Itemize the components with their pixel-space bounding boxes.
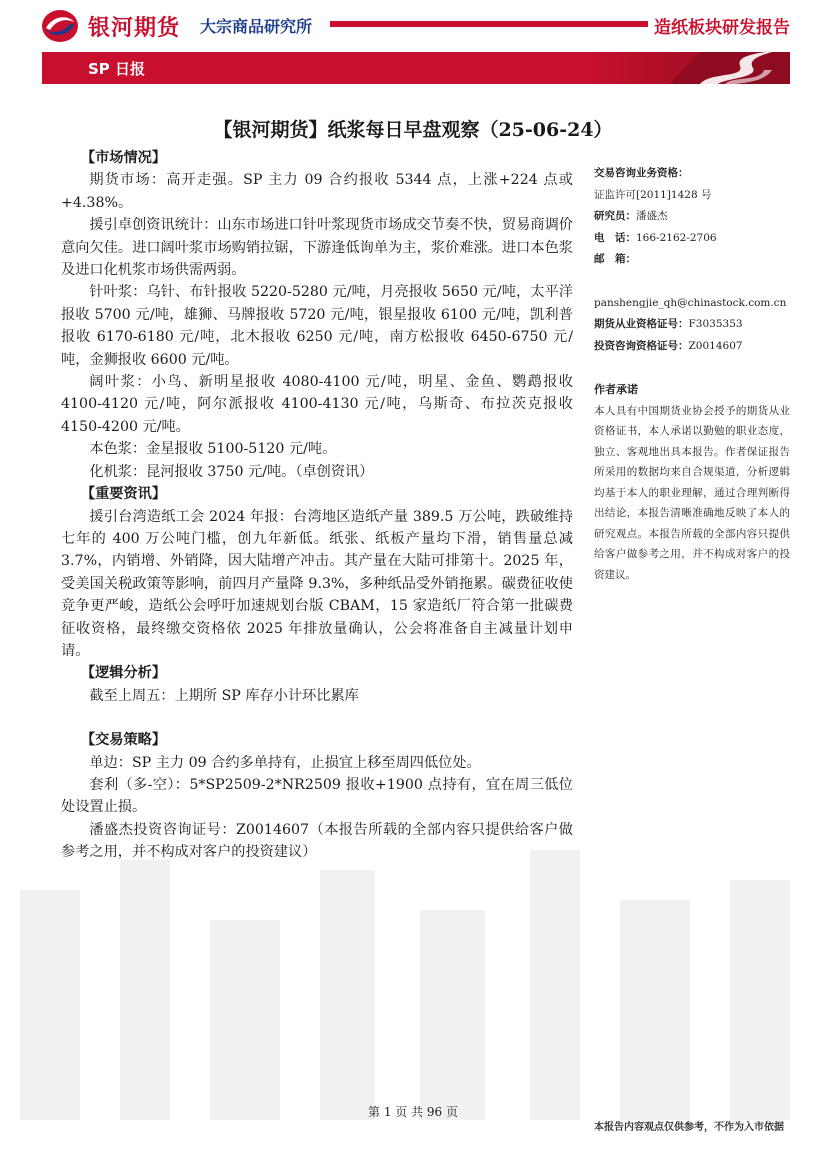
paragraph: 期货市场：高开走强。SP 主力 09 合约报收 5344 点，上涨+224 点或+4.38%。 xyxy=(61,172,573,211)
paragraph: 截至上周五：上期所 SP 库存小计环比累库 xyxy=(89,687,359,704)
band-swoosh-icon xyxy=(550,52,790,84)
main-content xyxy=(61,147,573,864)
paragraph: 本色浆：金星报收 5100-5120 元/吨。 xyxy=(89,441,337,458)
section-heading-logic: 【逻辑分析】 xyxy=(80,665,167,682)
watermark-graphic xyxy=(0,850,826,1120)
email-address[interactable]: panshengjie_qh@chinastock.com.cn xyxy=(594,296,787,309)
pledge-text: 本人具有中国期货业协会授予的期货从业资格证书，本人承诺以勤勉的职业态度，独立、客观地出具本报告。作者保证报告所采用的数据均来自合规渠道，分析逻辑均基于本人的职业理解，通过合理判断得出结论，本报告清晰准确地反映了本人的研究观点。本报告所载的全部内容只提供给客户做参考之用，并不构成对客户的投资建议。 xyxy=(594,404,790,581)
invest-cert-value: Z0014607 xyxy=(688,339,743,352)
spacer xyxy=(594,271,790,293)
paragraph: 针叶浆：乌针、布针报收 5220-5280 元/吨，月亮报收 5650 元/吨，太平洋报收 5700 元/吨，雄狮、马牌报收 5720 元/吨，银星报收 6100 元/吨，凯利普报收 6170-6180 元/吨，北木报收 6250 元/吨，南方松报收 6450-6750 元/吨，金狮报收 6600 元/吨。 xyxy=(61,284,573,368)
section-heading-strategy: 【交易策略】 xyxy=(80,732,167,749)
analyst-label: 研究员： xyxy=(594,210,636,222)
report-band xyxy=(42,52,790,84)
invest-cert-label: 投资咨询资格证号： xyxy=(594,339,689,352)
phone-label: 电 话： xyxy=(594,231,636,244)
phone-number: 166-2162-2706 xyxy=(636,231,717,244)
paragraph: 单边：SP 主力 09 合约多单持有，止损宜上移至周四低位处。 xyxy=(89,754,481,771)
qualification-value: 证监许可[2011]1428 号 xyxy=(594,188,712,201)
pledge-title: 作者承诺 xyxy=(594,383,638,396)
brand-name: 银河期货 xyxy=(88,16,181,41)
futures-cert-value: F3035353 xyxy=(688,318,743,330)
paragraph: 套利（多-空）：5*SP2509-2*NR2509 报收+1900 点持有，宜在周三低位处设置止损。 xyxy=(61,776,573,816)
analyst-name: 潘盛杰 xyxy=(636,210,668,222)
qualification-label: 交易咨询业务资格： xyxy=(594,167,689,179)
band-label: SP 日报 xyxy=(88,60,146,78)
futures-cert-label: 期货从业资格证号： xyxy=(594,318,689,330)
disclaimer-note: 本报告内容观点仅供参考，不作为入市依据 xyxy=(594,1122,784,1133)
spacer xyxy=(61,707,573,729)
galaxy-logo-icon xyxy=(40,8,80,44)
report-name: 造纸板块研发报告 xyxy=(654,18,790,38)
section-heading-market: 【市场情况】 xyxy=(80,150,167,166)
paragraph: 化机浆：昆河报收 3750 元/吨。（卓创资讯） xyxy=(89,463,374,480)
page-number: 第 1 页 共 96 页 xyxy=(368,1105,458,1119)
paragraph: 援引台湾造纸工会 2024 年报：台湾地区造纸产量 389.5 万公吨，跌破维持七年的 400 万公吨门槛，创九年新低。纸张、纸板产量均下滑，销售量总减 3.7%，内销增、外销降，因大陆增产冲击。其产量在大陆可排第十。2025 年，受美国关税政策等影响，前四月产量降 9.3%，多种纸品受外销拖累。碳费征收使竞争更严峻，造纸公会呼吁加速规划台版 CBAM，15 家造纸厂符合第一批碳费征收资格，最终缴交资格依 2025 年排放量确认，公会将准备自主减量计划申请。 xyxy=(61,508,573,659)
paragraph: 阔叶浆：小鸟、新明星报收 4080-4100 元/吨，明星、金鱼、鹦鹉报收 4100-4120 元/吨，阿尔派报收 4100-4130 元/吨，乌斯奇、布拉茨克报收 4150-4200 元/吨。 xyxy=(61,374,573,435)
section-heading-news: 【重要资讯】 xyxy=(80,486,167,503)
email-label: 邮 箱： xyxy=(594,253,636,265)
institute-name: 大宗商品研究所 xyxy=(200,17,313,36)
paragraph: 援引卓创资讯统计：山东市场进口针叶浆现货市场成交节奏不快，贸易商调价意向欠佳。进口阔叶浆市场购销拉锯，下游逢低询单为主，浆价难涨。进口本色浆及进口化机浆市场供需两弱。 xyxy=(61,217,573,279)
header-rule xyxy=(330,21,648,27)
report-title: 【银河期货】纸浆每日早盘观察（25-06-24） xyxy=(213,119,613,141)
analyst-sidebar xyxy=(594,163,790,585)
paragraph: 潘盛杰投资咨询证号：Z0014607（本报告所载的全部内容只提供给客户做参考之用，并不构成对客户的投资建议） xyxy=(61,821,573,861)
